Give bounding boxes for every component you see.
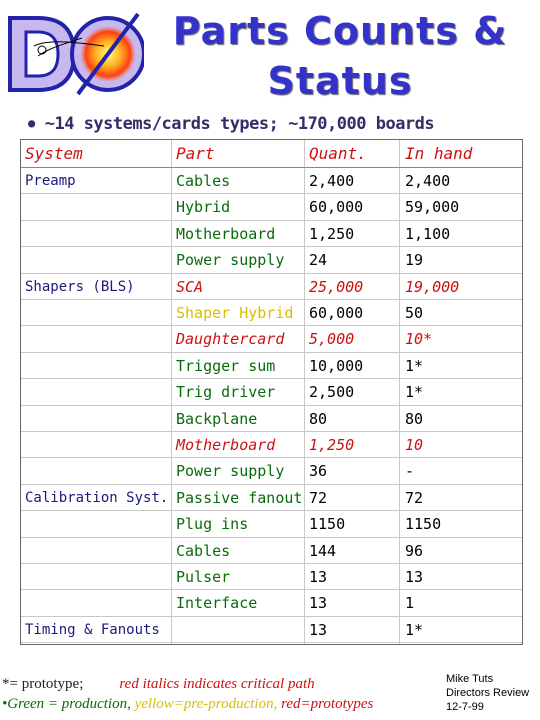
table-row <box>21 432 522 458</box>
legend-line-1 <box>2 676 315 693</box>
in-hand-cell: 10* <box>405 330 433 349</box>
summary-text: ~14 systems/cards types; ~170,000 boards <box>44 114 435 134</box>
quantity-cell: 2,500 <box>309 383 355 402</box>
in-hand-cell: 19 <box>405 251 424 270</box>
quantity-cell: 80 <box>309 409 328 428</box>
table-row <box>21 590 522 616</box>
system-cell: Shapers (BLS) <box>25 278 135 295</box>
bullet-dot-icon: ● <box>28 116 35 130</box>
part-cell: Daughtercard <box>176 330 285 349</box>
title-line-1: Parts Counts & <box>172 9 508 53</box>
part-cell: Motherboard <box>176 436 276 454</box>
system-cell: Preamp <box>25 173 76 189</box>
parts-table <box>20 139 523 645</box>
in-hand-cell: 1* <box>405 383 424 402</box>
part-cell: Motherboard <box>176 224 276 243</box>
quantity-cell: 25,000 <box>309 277 364 296</box>
legend-critical: red italics indicates critical path <box>119 676 315 692</box>
part-cell: Cables <box>176 541 231 560</box>
quantity-cell: 72 <box>309 488 328 507</box>
table-row <box>21 247 522 273</box>
in-hand-cell: 1,100 <box>405 224 451 243</box>
table-header-row <box>21 140 522 168</box>
summary-bullet <box>28 114 434 134</box>
part-cell: Trigger sum <box>176 356 276 375</box>
table-row <box>21 564 522 590</box>
quantity-cell: 1150 <box>309 515 346 534</box>
system-cell: Timing & Fanouts <box>25 621 160 638</box>
table-row <box>21 538 522 564</box>
quantity-cell: 144 <box>309 541 337 560</box>
table-row <box>21 511 522 537</box>
part-cell: Interface <box>176 594 258 613</box>
quantity-cell: 36 <box>309 462 328 481</box>
part-cell: Plug ins <box>176 515 249 534</box>
table-row <box>21 300 522 326</box>
in-hand-cell: 72 <box>405 488 424 507</box>
quantity-cell: 13 <box>309 594 328 613</box>
quantity-cell: 24 <box>309 251 328 270</box>
part-cell: Cables <box>176 172 231 190</box>
system-cell: Calibration Syst. <box>25 489 169 506</box>
in-hand-cell: 19,000 <box>405 277 460 296</box>
table-row <box>21 274 522 300</box>
header-part: Part <box>176 144 215 163</box>
legend-prototype: *= prototype; <box>2 676 84 692</box>
in-hand-cell: 1150 <box>405 515 442 534</box>
part-cell: Trig driver <box>176 383 276 402</box>
table-row <box>21 485 522 511</box>
in-hand-cell: 13 <box>405 568 424 586</box>
in-hand-cell: 96 <box>405 541 424 560</box>
in-hand-cell: 80 <box>405 409 424 428</box>
table-row <box>21 221 522 247</box>
part-cell: Power supply <box>176 251 285 270</box>
quantity-cell: 1,250 <box>309 436 355 454</box>
author-block <box>446 672 529 714</box>
table-row <box>21 353 522 379</box>
in-hand-cell: 59,000 <box>405 198 460 217</box>
header-in-hand: In hand <box>405 144 473 163</box>
quantity-cell: 13 <box>309 620 328 639</box>
page-title <box>150 6 530 106</box>
header-system: System <box>25 144 83 163</box>
part-cell: Hybrid <box>176 198 231 217</box>
part-cell: SCA <box>176 277 204 296</box>
author-name: Mike Tuts <box>446 673 494 685</box>
quantity-cell: 1,250 <box>309 224 355 243</box>
quantity-cell: 13 <box>309 568 328 586</box>
in-hand-cell: 10 <box>405 436 424 454</box>
table-row <box>21 458 522 484</box>
d0-logo <box>4 4 144 104</box>
part-cell: Shaper Hybrid <box>176 304 294 322</box>
part-cell: Passive fanout <box>176 488 303 507</box>
legend-yellow: yellow=pre-production, <box>134 696 278 712</box>
author-date: 12-7-99 <box>446 701 484 713</box>
quantity-cell: 2,400 <box>309 172 355 190</box>
quantity-cell: 60,000 <box>309 198 364 217</box>
part-cell: Pulser <box>176 568 231 586</box>
quantity-cell: 5,000 <box>309 330 355 349</box>
author-event: Directors Review <box>446 687 530 699</box>
in-hand-cell: 50 <box>405 304 424 322</box>
table-row <box>21 379 522 405</box>
title-line-2: Status <box>267 59 413 103</box>
legend-line-2 <box>2 696 373 713</box>
in-hand-cell: 2,400 <box>405 172 451 190</box>
in-hand-cell: 1 <box>405 594 415 613</box>
table-row <box>21 617 522 643</box>
quantity-cell: 60,000 <box>309 304 364 322</box>
in-hand-cell: - <box>405 462 415 481</box>
table-row <box>21 406 522 432</box>
legend-red: red=prototypes <box>281 696 374 712</box>
legend-green: •Green = production, <box>2 696 131 712</box>
header-quantity: Quant. <box>309 144 367 163</box>
table-row <box>21 194 522 220</box>
part-cell: Backplane <box>176 409 258 428</box>
in-hand-cell: 1* <box>405 356 424 375</box>
part-cell: Power supply <box>176 462 285 481</box>
table-row <box>21 168 522 194</box>
table-row <box>21 326 522 352</box>
in-hand-cell: 1* <box>405 620 424 639</box>
quantity-cell: 10,000 <box>309 356 364 375</box>
